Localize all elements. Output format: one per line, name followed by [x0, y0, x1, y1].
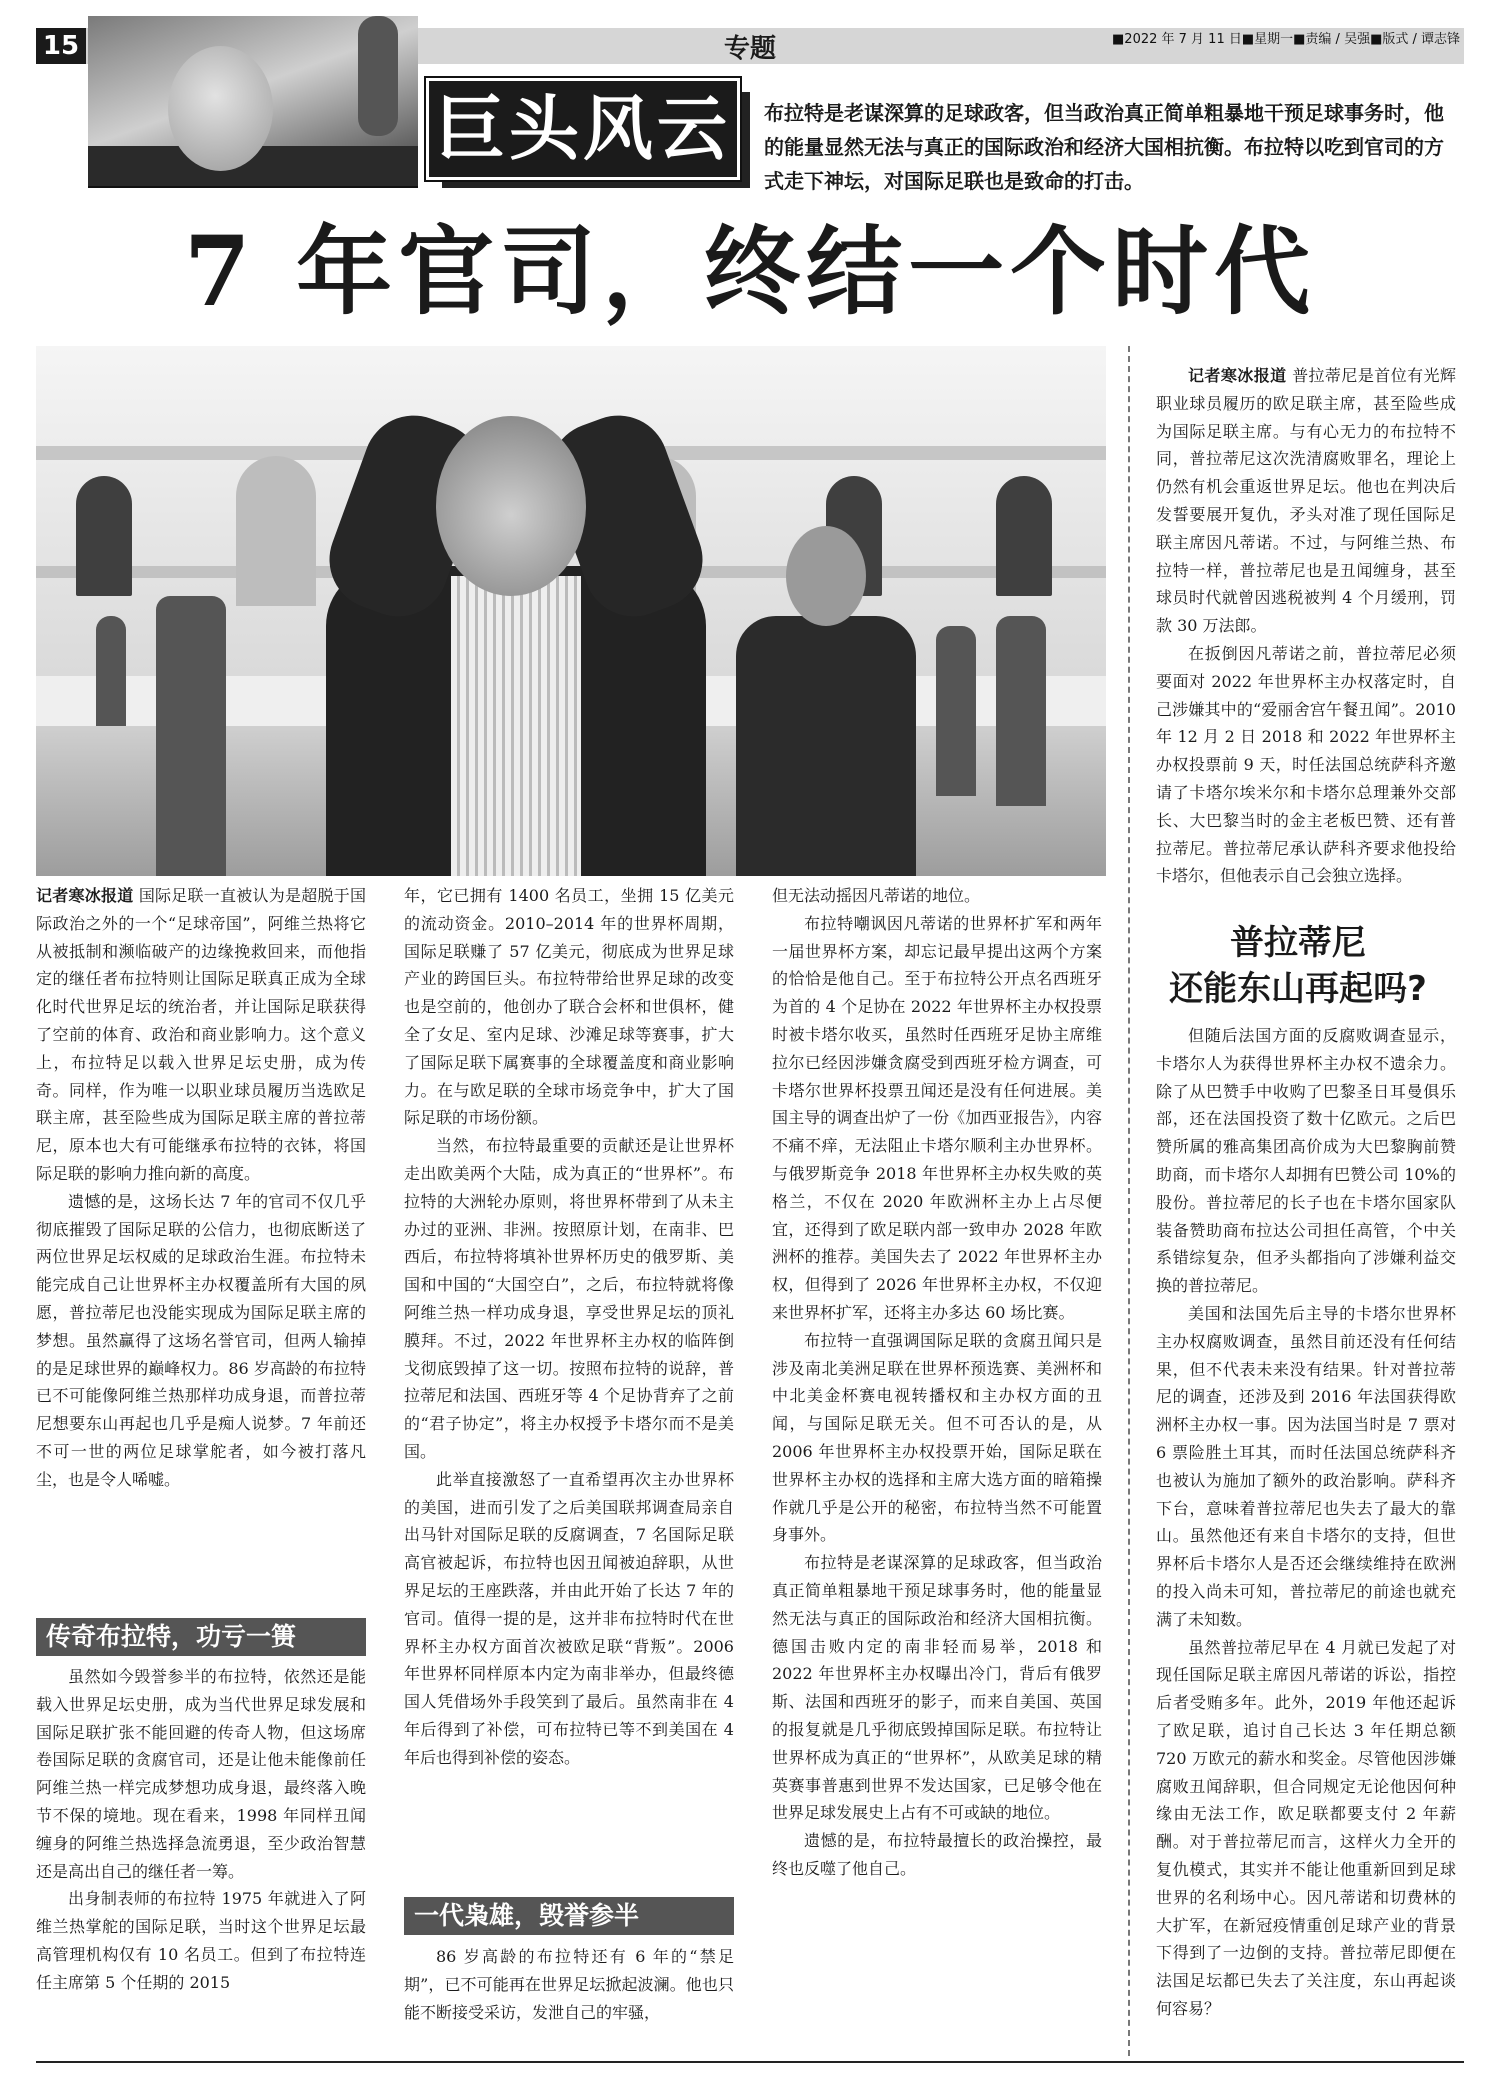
paragraph: 布拉特嘲讽因凡蒂诺的世界杯扩军和两年一届世界杯方案，却忘记最早提出这两个方案的恰恰是他自己。至于布拉特公开点名西班牙为首的 4 个足协在 2022 年世界杯主办权投票时被卡塔尔收买，虽然时任西班牙足协主席维拉尔已经因涉嫌贪腐受到西班牙检方调查，可卡塔尔世界杯投票丑闻还是没有任何进展。美国主导的调查出炉了一份《加西亚报告》，内容不痛不痒，无法阻止卡塔尔顺利主办世界杯。与俄罗斯竞争 2018 年世界杯主办权失败的英格兰，不仅在 2020 年欧洲杯主办上占尽便宜，还得到了欧足联内部一致申办 2028 年欧洲杯的推荐。美国失去了 2022 年世界杯主办权，但得到了 2026 年世界杯主办权，不仅迎来世界杯扩军，还将主办多达 60 场比赛。: [772, 913, 1102, 1322]
paragraph-text: 普拉蒂尼是首位有光辉职业球员履历的欧足联主席，甚至险些成为国际足联主席。与有心无力的布拉特不同，普拉蒂尼这次洗清腐败罪名，理论上仍然有机会重返世界足坛。他也在判决后发誓要展开复仇，矛头对准了现任国际足联主席因凡蒂诺。不过，与阿维兰热、布拉特一样，普拉蒂尼也是丑闻缠身，甚至球员时代就曾因逃税被判 4 个月缓刑，罚款 30 万法郎。: [1156, 366, 1456, 636]
subheading-line-1: 普拉蒂尼: [1230, 923, 1366, 963]
paragraph: [36, 882, 366, 1188]
paragraph: 布拉特是老谋深算的足球政客，但当政治真正简单粗暴地干预足球事务时，他的能量显然无法与真正的国际政治和经济大国相抗衡。德国击败内定的南非轻而易举，2018 和 2022 年世界杯主办权曝出冷门，背后有俄罗斯、法国和西班牙的影子，而来自美国、英国的报复就是几乎彻底毁掉国际足联。布拉特让世界杯成为真正的“世界杯”，从欧美足球的精英赛事普惠到世界不发达国家，已足够令他在世界足球发展史上占有不可或缺的地位。: [772, 1553, 1102, 1823]
paragraph: 当然，布拉特最重要的贡献还是让世界杯走出欧美两个大陆，成为真正的“世界杯”。布拉特的大洲轮办原则，将世界杯带到了从未主办过的亚洲、非洲。按照原计划，在南非、巴西后，布拉特将填补世界杯历史的俄罗斯、美国和中国的“大国空白”，之后，布拉特就将像阿维兰热一样功成身退，享受世界足坛的顶礼膜拜。不过，2022 年世界杯主办权的临阵倒戈彻底毁掉了这一切。按照布拉特的说辞，普拉蒂尼和法国、西班牙等 4 个足协背弃了之前的“君子协定”，将主办权授予卡塔尔而不是美国。: [404, 1136, 734, 1461]
bottom-rule: [36, 2061, 1464, 2063]
paragraph: 在扳倒因凡蒂诺之前，普拉蒂尼必须要面对 2022 年世界杯主办权落定时，自己涉嫌其中的“爱丽舍宫午餐丑闻”。2010 年 12 月 2 日 2018 和 2022 年世界杯主办权投票前 9 天，时任法国总统萨科齐邀请了卡塔尔埃米尔和卡塔尔总理兼外交部长、大巴黎当时的金主老板巴赞、还有普拉蒂尼。普拉蒂尼承认萨科齐要求他投给卡塔尔，但他表示自己会独立选择。: [1156, 643, 1456, 886]
section-title: 专题: [723, 34, 776, 64]
article-column-3: [772, 882, 1102, 1883]
dateline: ■2022 年 7 月 11 日■星期一■责编 / 吴强■版式 / 谭志锋: [1112, 32, 1460, 47]
paragraph: 86 岁高龄的布拉特还有 6 年的“禁足期”，已不可能再在世界足坛掀起波澜。他也只能不断接受采访，发泄自己的牢骚，: [404, 1947, 734, 2022]
paragraph: 年，它已拥有 1400 名员工，坐拥 15 亿美元的流动资金。2010–2014 年的世界杯周期，国际足联赚了 57 亿美元，彻底成为世界足球产业的跨国巨头。布拉特带给世界足球的改变也是空前的，他创办了联合会杯和世俱杯，健全了女足、室内足球、沙滩足球等赛事，扩大了国际足联下属赛事的全球覆盖度和商业影响力。在与欧足联的全球市场竞争中，扩大了国际足联的市场份额。: [404, 886, 734, 1128]
paragraph: 布拉特一直强调国际足联的贪腐丑闻只是涉及南北美洲足联在世界杯预选赛、美洲杯和中北美金杯赛电视转播权和主办权方面的丑闻，与国际足联无关。但不可否认的是，从 2006 年世界杯主办权投票开始，国际足联在世界杯主办权的选择和主席大选方面的暗箱操作就几乎是公开的秘密，布拉特当然不可能置身事外。: [772, 1330, 1102, 1545]
page-number: 15: [36, 28, 86, 64]
paragraph: 但随后法国方面的反腐败调查显示，卡塔尔人为获得世界杯主办权不遗余力。除了从巴赞手中收购了巴黎圣日耳曼俱乐部，还在法国投资了数十亿欧元。之后巴赞所属的雅高集团高价成为大巴黎胸前赞助商，而卡塔尔人却拥有巴赞公司 10%的股份。普拉蒂尼的长子也在卡塔尔国家队装备赞助商布拉达公司担任高管，个中关系错综复杂，但矛头都指向了涉嫌利益交换的普拉蒂尼。: [1156, 1026, 1456, 1296]
subheading-line-2: 还能东山再起吗?: [1169, 969, 1427, 1009]
paragraph: [1156, 362, 1456, 640]
main-photo: [36, 346, 1106, 876]
article-column-1: [36, 882, 366, 1494]
paragraph: 出身制表师的布拉特 1975 年就进入了阿维兰热掌舵的国际足联，当时这个世界足坛最高管理机构仅有 10 名员工。但到了布拉特连任主席第 5 个任期的 2015: [36, 1889, 366, 1992]
article-column-4: [1156, 362, 1456, 890]
paragraph: 虽然如今毁誉参半的布拉特，依然还是能载入世界足坛史册，成为当代世界足球发展和国际足联扩张不能回避的传奇人物，但这场席卷国际足联的贪腐官司，还是让他未能像前任阿维兰热一样完成梦想功成身退，最终落入晚节不保的境地。现在看来，1998 年同样丑闻缠身的阿维兰热选择急流勇退，至少政治智慧还是高出自己的继任者一筹。: [36, 1667, 366, 1881]
paragraph: 但无法动摇因凡蒂诺的地位。: [772, 886, 981, 905]
teaser-text: 布拉特是老谋深算的足球政客，但当政治真正简单粗暴地干预足球事务时，他的能量显然无法与真正的国际政治和经济大国相抗衡。布拉特以吃到官司的方式走下神坛，对国际足联也是致命的打击。: [764, 101, 1444, 193]
paragraph-text: 国际足联一直被认为是超脱于国际政治之外的一个“足球帝国”，阿维兰热将它从被抵制和濒临破产的边缘挽救回来，而他指定的继任者布拉特则让国际足联真正成为全球化时代世界足坛的统治者，并让国际足联获得了空前的体育、政治和商业影响力。这个意义上，布拉特足以载入世界足坛史册，成为传奇。同样，作为唯一以职业球员履历当选欧足联主席，甚至险些成为国际足联主席的普拉蒂尼，原本也大有可能继承布拉特的衣钵，将国际足联的影响力推向新的高度。: [36, 886, 366, 1183]
page-headline: 7 年官司，终结一个时代: [183, 215, 1317, 328]
paragraph: 遗憾的是，布拉特最擅长的政治操控，最终也反噬了他自己。: [772, 1831, 1102, 1878]
paragraph: 虽然普拉蒂尼早在 4 月就已发起了对现任国际足联主席因凡蒂诺的诉讼，指控后者受贿多年。此外，2019 年他还起诉了欧足联，追讨自己长达 3 年任期总额 720 万欧元的薪水和奖金。尽管他因涉嫌腐败丑闻辞职，但合同规定无论他因何种缘由无法工作，欧足联都要支付 2 年薪酬。对于普拉蒂尼而言，这样火力全开的复仇模式，其实并不能让他重新回到足球世界的名利场中心。因凡蒂诺和切费林的大扩军，在新冠疫情重创足球产业的背景下得到了一边倒的支持。普拉蒂尼即便在法国足坛都已失去了关注度，东山再起谈何容易？: [1156, 1637, 1456, 2018]
paragraph: 此举直接激怒了一直希望再次主办世界杯的美国，进而引发了之后美国联邦调查局亲自出马针对国际足联的反腐调查，7 名国际足联高官被起诉，布拉特也因丑闻被迫辞职，从世界足坛的王座跌落，并由此开始了长达 7 年的官司。值得一提的是，这并非布拉特时代在世界杯主办权方面首次被欧足联“背叛”。2006 年世界杯同样原本内定为南非举办，但最终德国人凭借场外手段笑到了最后。虽然南非在 4 年后得到了补偿，可布拉特已等不到美国在 4 年后也得到补偿的姿态。: [404, 1469, 734, 1767]
article-column-4b: [1156, 1022, 1456, 2023]
subheading-blatter: 传奇布拉特，功亏一篑: [36, 1618, 366, 1656]
column-divider: [1128, 346, 1130, 2056]
article-column-2: [404, 882, 734, 1772]
byline: 记者寒冰报道: [36, 886, 134, 905]
article-column-1b: [36, 1663, 366, 1997]
masthead-title: 巨头风云: [426, 78, 740, 180]
portrait-photo: [88, 16, 418, 188]
paragraph: 美国和法国先后主导的卡塔尔世界杯主办权腐败调查，虽然目前还没有任何结果，但不代表未来没有结果。针对普拉蒂尼的调查，还涉及到 2016 年法国获得欧洲杯主办权一事。因为法国当时是 7 票对 6 票险胜土耳其，而时任法国总统萨科齐也被认为施加了额外的政治影响。萨科齐下台，意味着普拉蒂尼也失去了最大的靠山。虽然他还有来自卡塔尔的支持，但世界杯后卡塔尔人是否还会继续维持在欧洲的投入尚未可知，普拉蒂尼的前途也就充满了未知数。: [1156, 1303, 1456, 1629]
subheading-legacy: 一代枭雄，毁誉参半: [404, 1897, 734, 1935]
article-column-2b: [404, 1943, 734, 2026]
subheading-platini: [1148, 920, 1448, 1012]
paragraph: 遗憾的是，这场长达 7 年的官司不仅几乎彻底摧毁了国际足联的公信力，也彻底断送了两位世界足坛权威的足球政治生涯。布拉特未能完成自己让世界杯主办权覆盖所有大国的夙愿，普拉蒂尼也没能实现成为国际足联主席的梦想。虽然赢得了这场名誉官司，但两人输掉的是足球世界的巅峰权力。86 岁高龄的布拉特已不可能像阿维兰热那样功成身退，而普拉蒂尼想要东山再起也几乎是痴人说梦。7 年前还不可一世的两位足球掌舵者，如今被打落凡尘，也是令人唏嘘。: [36, 1191, 366, 1489]
byline: 记者寒冰报道: [1188, 366, 1287, 385]
